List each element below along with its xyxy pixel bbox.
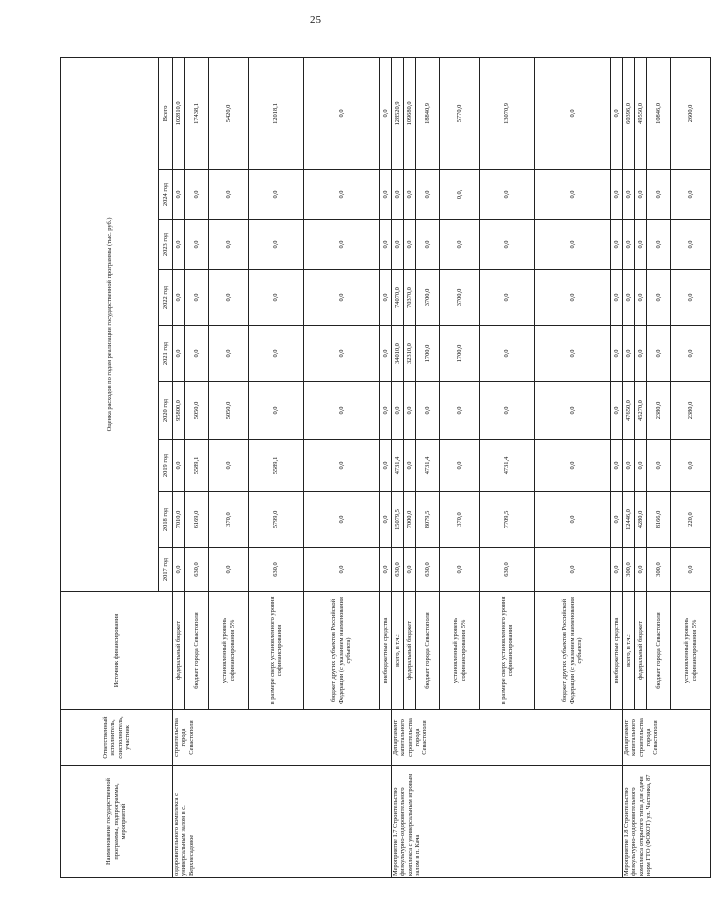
value-cell: 0,0 — [304, 382, 380, 440]
value-cell: 32310,0 — [404, 326, 416, 382]
value-cell: 0,0 — [535, 170, 611, 220]
table-body — [173, 57, 711, 877]
rotated-table-area — [60, 58, 698, 878]
header-year: 2022 год — [159, 270, 173, 326]
value-cell: 0,0 — [304, 170, 380, 220]
value-cell: 630,0 — [392, 548, 404, 592]
value-cell: 0,0 — [249, 326, 304, 382]
total-cell: 0,0 — [611, 57, 623, 169]
value-cell: 0,0 — [173, 270, 185, 326]
value-cell: 0,0 — [535, 548, 611, 592]
header-year: 2017 год — [159, 548, 173, 592]
value-cell: 300,0 — [647, 548, 671, 592]
value-cell: 0,0 — [304, 326, 380, 382]
value-cell: 0,0 — [304, 220, 380, 270]
value-cell: 1700,0 — [440, 326, 480, 382]
value-cell: 0,0 — [380, 220, 392, 270]
value-cell: 0,0 — [392, 382, 404, 440]
value-cell: 4280,0 — [635, 492, 647, 548]
value-cell: 0,0 — [440, 382, 480, 440]
value-cell: 0,0 — [671, 326, 711, 382]
value-cell: 220,0 — [671, 492, 711, 548]
value-cell: 0,0 — [173, 548, 185, 592]
value-cell: 45270,0 — [635, 382, 647, 440]
value-cell: 0,0 — [535, 492, 611, 548]
value-cell: 0,0 — [173, 220, 185, 270]
value-cell: 0,0 — [304, 548, 380, 592]
total-cell: 109680,0 — [404, 57, 416, 169]
value-cell: 12446,0 — [623, 492, 635, 548]
value-cell: 0,0 — [380, 440, 392, 492]
value-cell: 0,0 — [249, 382, 304, 440]
source-cell: установленный уровень софинансирования 5% — [440, 592, 480, 710]
value-cell: 0,0 — [173, 440, 185, 492]
value-cell: 0,0 — [635, 220, 647, 270]
measure-name-cell: оздоровительного комплекса с универсальным залом в с. Верхнесадовое — [173, 766, 392, 878]
total-cell: 18840,9 — [416, 57, 440, 169]
value-cell: 370,0 — [209, 492, 249, 548]
value-cell: 0,0 — [647, 170, 671, 220]
value-cell: 0,0 — [440, 440, 480, 492]
value-cell: 15079,5 — [392, 492, 404, 548]
source-cell: бюджет города Севастополя — [185, 592, 209, 710]
total-cell: 128520,9 — [392, 57, 404, 169]
value-cell: 0,0 — [440, 220, 480, 270]
value-cell: 630,0 — [249, 548, 304, 592]
value-cell: 0,0 — [480, 382, 535, 440]
value-cell: 630,0 — [480, 548, 535, 592]
value-cell: 0,0 — [380, 270, 392, 326]
value-cell: 5589,1 — [249, 440, 304, 492]
value-cell: 0,0 — [611, 270, 623, 326]
source-cell: установленный уровень софинансирования 5% — [209, 592, 249, 710]
value-cell: 0,0, — [440, 170, 480, 220]
header-total: Всего — [159, 57, 173, 169]
table-row — [392, 57, 404, 877]
value-cell: 0,0 — [304, 440, 380, 492]
value-cell: 0,0 — [611, 220, 623, 270]
value-cell: 0,0 — [623, 270, 635, 326]
value-cell: 0,0 — [635, 548, 647, 592]
value-cell: 300,0 — [623, 548, 635, 592]
value-cell: 630,0 — [416, 548, 440, 592]
value-cell: 4731,4 — [392, 440, 404, 492]
value-cell: 0,0 — [611, 170, 623, 220]
value-cell: 630,0 — [185, 548, 209, 592]
header-responsible: Ответственный исполнитель, соисполнитель, участник — [61, 710, 173, 766]
value-cell: 8079,5 — [416, 492, 440, 548]
value-cell: 0,0 — [404, 548, 416, 592]
value-cell: 0,0 — [185, 170, 209, 220]
value-cell: 0,0 — [380, 382, 392, 440]
value-cell: 0,0 — [611, 326, 623, 382]
total-cell: 10846,0 — [647, 57, 671, 169]
source-cell: в размере сверх установленного уровня софинансирования — [249, 592, 304, 710]
value-cell: 6169,0 — [185, 492, 209, 548]
value-cell: 0,0 — [209, 170, 249, 220]
responsible-cell: строительства города Севастополя — [173, 710, 392, 766]
value-cell: 74070,0 — [392, 270, 404, 326]
value-cell: 5050,0 — [185, 382, 209, 440]
source-cell: всего, в т.ч.: — [392, 592, 404, 710]
value-cell: 0,0 — [209, 440, 249, 492]
value-cell: 0,0 — [635, 170, 647, 220]
total-cell: 5420,0 — [209, 57, 249, 169]
value-cell: 3700,0 — [416, 270, 440, 326]
value-cell: 0,0 — [480, 270, 535, 326]
value-cell: 4731,4 — [480, 440, 535, 492]
total-cell: 5770,0 — [440, 57, 480, 169]
value-cell: 0,0 — [416, 220, 440, 270]
source-cell: бюджет города Севастополя — [647, 592, 671, 710]
total-cell: 0,0 — [380, 57, 392, 169]
source-cell: бюджет других субъектов Российской Федерации (с указанием наименования субъекта) — [535, 592, 611, 710]
value-cell: 0,0 — [535, 440, 611, 492]
value-cell: 0,0 — [647, 270, 671, 326]
source-cell: внебюджетные средства — [380, 592, 392, 710]
value-cell: 0,0 — [611, 492, 623, 548]
value-cell: 0,0 — [480, 326, 535, 382]
measure-name-cell: Мероприятие 1.8 Строительство физкультурно-оздоровительного комплекса открытого типа для сдачи норм ГТО (ФОКОТ) ул. Частника, 87 — [623, 766, 711, 878]
total-cell: 2600,0 — [671, 57, 711, 169]
header-year: 2023 год — [159, 220, 173, 270]
source-cell: бюджет города Севастополя — [416, 592, 440, 710]
value-cell: 0,0 — [647, 326, 671, 382]
value-cell: 7000,0 — [404, 492, 416, 548]
header-year: 2019 год — [159, 440, 173, 492]
value-cell: 95800,0 — [173, 382, 185, 440]
table-row — [173, 57, 185, 877]
value-cell: 0,0 — [635, 270, 647, 326]
responsible-cell: Департамент капитального строительства города Севастополя — [392, 710, 623, 766]
value-cell: 0,0 — [647, 220, 671, 270]
value-cell: 0,0 — [671, 548, 711, 592]
total-cell: 12018,1 — [249, 57, 304, 169]
value-cell: 0,0 — [416, 382, 440, 440]
value-cell: 0,0 — [404, 220, 416, 270]
value-cell: 0,0 — [535, 270, 611, 326]
value-cell: 0,0 — [209, 220, 249, 270]
value-cell: 370,0 — [440, 492, 480, 548]
value-cell: 0,0 — [635, 326, 647, 382]
value-cell: 0,0 — [623, 326, 635, 382]
value-cell: 0,0 — [611, 548, 623, 592]
value-cell: 0,0 — [185, 220, 209, 270]
value-cell: 0,0 — [480, 170, 535, 220]
value-cell: 1700,0 — [416, 326, 440, 382]
value-cell: 0,0 — [671, 440, 711, 492]
header-name: Наименование государственной программы, подпрограммы, мероприятий — [61, 766, 173, 878]
value-cell: 0,0 — [209, 326, 249, 382]
header-year: 2020 год — [159, 382, 173, 440]
value-cell: 0,0 — [623, 440, 635, 492]
value-cell: 0,0 — [611, 440, 623, 492]
value-cell: 0,0 — [173, 326, 185, 382]
value-cell: 0,0 — [623, 170, 635, 220]
value-cell: 0,0 — [304, 270, 380, 326]
header-year: 2018 год — [159, 492, 173, 548]
value-cell: 0,0 — [480, 220, 535, 270]
total-cell: 0,0 — [535, 57, 611, 169]
value-cell: 0,0 — [380, 492, 392, 548]
value-cell: 2380,0 — [671, 382, 711, 440]
value-cell: 7709,5 — [480, 492, 535, 548]
header-year: 2021 год — [159, 326, 173, 382]
value-cell: 5050,0 — [209, 382, 249, 440]
total-cell: 17438,1 — [185, 57, 209, 169]
total-cell: 60396,0 — [623, 57, 635, 169]
value-cell: 0,0 — [380, 170, 392, 220]
value-cell: 4731,4 — [416, 440, 440, 492]
source-cell: установленный уровень софинансирования 5% — [671, 592, 711, 710]
value-cell: 0,0 — [404, 170, 416, 220]
value-cell: 0,0 — [380, 326, 392, 382]
total-cell: 13070,9 — [480, 57, 535, 169]
value-cell: 0,0 — [209, 270, 249, 326]
value-cell: 5799,0 — [249, 492, 304, 548]
source-cell: бюджет других субъектов Российской Федерации (с указанием наименования субъекта) — [304, 592, 380, 710]
value-cell: 47650,0 — [623, 382, 635, 440]
value-cell: 0,0 — [209, 548, 249, 592]
value-cell: 5589,1 — [185, 440, 209, 492]
value-cell: 3700,0 — [440, 270, 480, 326]
value-cell: 0,0 — [671, 270, 711, 326]
source-cell: федеральный бюджет — [173, 592, 185, 710]
value-cell: 0,0 — [249, 220, 304, 270]
value-cell: 0,0 — [440, 548, 480, 592]
value-cell: 0,0 — [185, 270, 209, 326]
total-cell: 49550,0 — [635, 57, 647, 169]
value-cell: 0,0 — [647, 440, 671, 492]
value-cell: 8166,0 — [647, 492, 671, 548]
header-estimate: Оценка расходов по годам реализации государственной программы (тыс. руб.) — [61, 57, 159, 591]
value-cell: 2380,0 — [647, 382, 671, 440]
value-cell: 0,0 — [185, 326, 209, 382]
value-cell: 7010,0 — [173, 492, 185, 548]
value-cell: 0,0 — [404, 440, 416, 492]
value-cell: 0,0 — [392, 220, 404, 270]
measure-name-cell: Мероприятие 1.7 Строительство физкультурно-оздоровительного комплекса с универсальным игровым залом в п. Кача — [392, 766, 623, 878]
value-cell: 0,0 — [304, 492, 380, 548]
value-cell: 0,0 — [635, 440, 647, 492]
value-cell: 0,0 — [392, 170, 404, 220]
value-cell: 0,0 — [380, 548, 392, 592]
total-cell: 102810,0 — [173, 57, 185, 169]
value-cell: 0,0 — [249, 270, 304, 326]
value-cell: 0,0 — [611, 382, 623, 440]
value-cell: 0,0 — [249, 170, 304, 220]
header-source: Источник финансирования — [61, 592, 173, 710]
responsible-cell: Департамент капитального строительства города Севастополя — [623, 710, 711, 766]
total-cell: 0,0 — [304, 57, 380, 169]
value-cell: 0,0 — [416, 170, 440, 220]
value-cell: 0,0 — [535, 326, 611, 382]
value-cell: 70370,0 — [404, 270, 416, 326]
value-cell: 0,0 — [535, 382, 611, 440]
source-cell: в размере сверх установленного уровня софинансирования — [480, 592, 535, 710]
table-row — [623, 57, 635, 877]
value-cell: 0,0 — [671, 170, 711, 220]
page-number: 25 — [310, 14, 321, 26]
source-cell: федеральный бюджет — [404, 592, 416, 710]
value-cell: 0,0 — [671, 220, 711, 270]
source-cell: федеральный бюджет — [635, 592, 647, 710]
source-cell: внебюджетные средства — [611, 592, 623, 710]
value-cell: 0,0 — [404, 382, 416, 440]
header-year: 2024 год — [159, 170, 173, 220]
rotated-table-container — [60, 58, 698, 878]
budget-table — [60, 57, 711, 878]
source-cell: всего, в т.ч.: — [623, 592, 635, 710]
value-cell: 34010,0 — [392, 326, 404, 382]
value-cell: 0,0 — [535, 220, 611, 270]
value-cell: 0,0 — [173, 170, 185, 220]
value-cell: 0,0 — [623, 220, 635, 270]
